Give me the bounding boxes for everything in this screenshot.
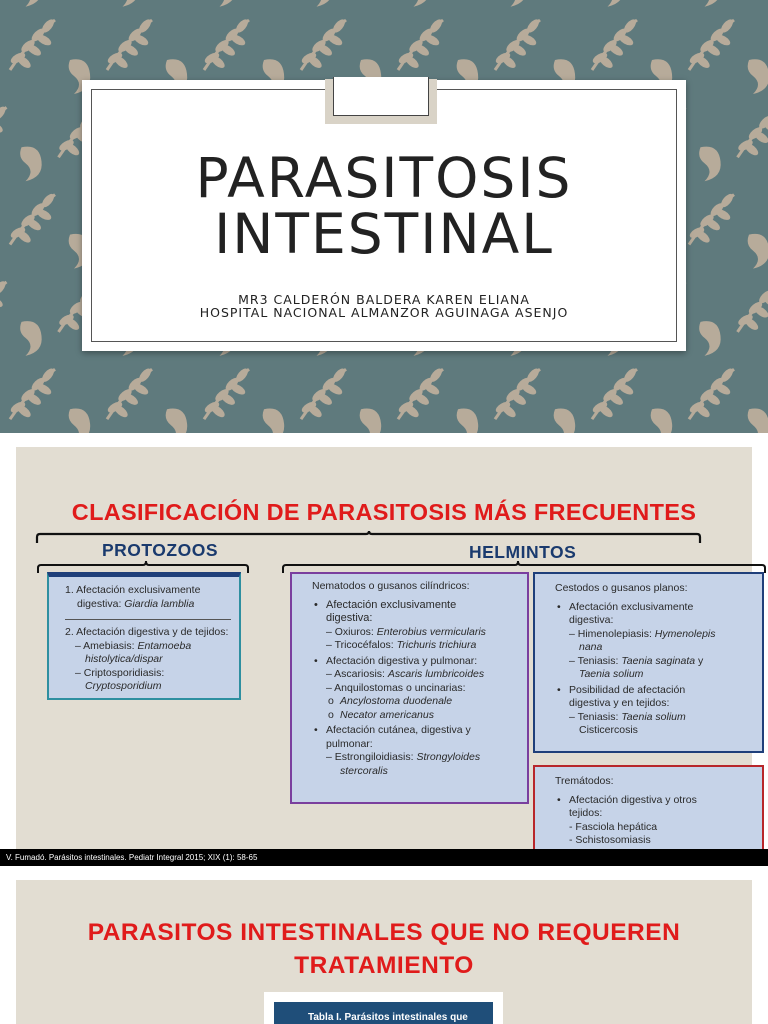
protozoos-item-2: 2. Afectación digestiva y de tejidos: – Amebiasis: Entamoeba histolytica/dispar – Criptosporidiasis: Cryptosporidium	[65, 626, 229, 692]
hierarchy-braces	[0, 433, 768, 593]
title-slide	[0, 0, 768, 433]
title-line-1: PARASITOSIS	[195, 146, 573, 210]
table-card	[264, 992, 503, 1024]
cestodos-heading: Cestodos o gusanos planos:	[555, 582, 688, 594]
nematodos-box	[290, 572, 529, 804]
slide-title: PARASITOS INTESTINALES QUE NO REQUEREN TRATAMIENTO	[87, 919, 681, 979]
nematodos-bullet-3: • Afectación cutánea, digestiva y pulmonar:	[312, 724, 519, 751]
table-caption: Tabla I. Parásitos intestinales que	[274, 1002, 493, 1024]
protozoos-divider	[65, 619, 231, 620]
helmintos-label: HELMINTOS	[469, 542, 577, 562]
nematodos-heading: Nematodos o gusanos cilíndricos:	[312, 580, 470, 592]
estrongiloidiasis-item: – Estrongiloidiasis: Strongyloides stercoralis	[326, 751, 481, 777]
tricocefalos-item: – Tricocéfalos: Trichuris trichiura	[326, 639, 477, 651]
title-card-tab	[325, 79, 437, 124]
presentation-subtitle	[82, 293, 686, 319]
slide-title: CLASIFICACIÓN DE PARASITOSIS MÁS FRECUENTES	[71, 499, 697, 525]
citation-text: V. Fumadó. Parásitos intestinales. Pediatr Integral 2015; XIX (1): 58-65	[6, 853, 258, 862]
nematodos-bullet-2: • Afectación digestiva y pulmonar:	[312, 655, 519, 669]
author-name: MR3 CALDERÓN BALDERA KAREN ELIANA	[238, 292, 530, 307]
trematodos-bullet-1: • Afectación digestiva y otros tejidos:	[555, 794, 756, 821]
trematodos-heading: Tremátodos:	[555, 775, 614, 787]
hospital-name: HOSPITAL NACIONAL ALMANZOR AGUINAGA ASENJO	[199, 305, 569, 320]
ancylostoma-item: o Ancylostoma duodenale	[312, 695, 519, 709]
himenolepiasis-item: – Himenolepiasis: Hymenolepis nana	[569, 627, 716, 653]
protozoos-item-1: 1. Afectación exclusivamente digestiva: Giardia lamblia	[65, 584, 201, 610]
protozoos-box	[47, 572, 241, 700]
ascariosis-item: – Ascariosis: Ascaris lumbricoides	[326, 668, 485, 680]
teniasis-tejidos-item: – Teniasis: Taenia solium Cisticercosis	[569, 710, 686, 736]
nematodos-bullet-1: • Afectación exclusivamente digestiva:	[312, 599, 519, 626]
cestodos-bullet-1: • Afectación exclusivamente digestiva:	[555, 601, 756, 628]
cestodos-box	[533, 572, 764, 753]
no-treatment-slide	[0, 866, 768, 1024]
fasciola-item: - Fasciola hepática	[569, 820, 658, 833]
title-card	[82, 80, 686, 351]
oxiuros-item: – Oxiuros: Enterobius vermicularis	[326, 625, 486, 638]
presentation-title	[82, 146, 686, 266]
citation-bar	[0, 849, 768, 866]
anquilostomas-item: – Anquilostomas o uncinarias:	[326, 681, 466, 694]
protozoos-label: PROTOZOOS	[102, 540, 218, 560]
classification-slide	[0, 433, 768, 866]
title-line-2: INTESTINAL	[214, 202, 554, 266]
cestodos-bullet-2: • Posibilidad de afectación digestiva y en tejidos:	[555, 684, 756, 711]
schistosomiasis-item: - Schistosomiasis	[569, 834, 651, 846]
necator-item: o Necator americanus	[312, 709, 519, 723]
teniasis-item: – Teniasis: Taenia saginata y Taenia solium	[569, 654, 704, 680]
